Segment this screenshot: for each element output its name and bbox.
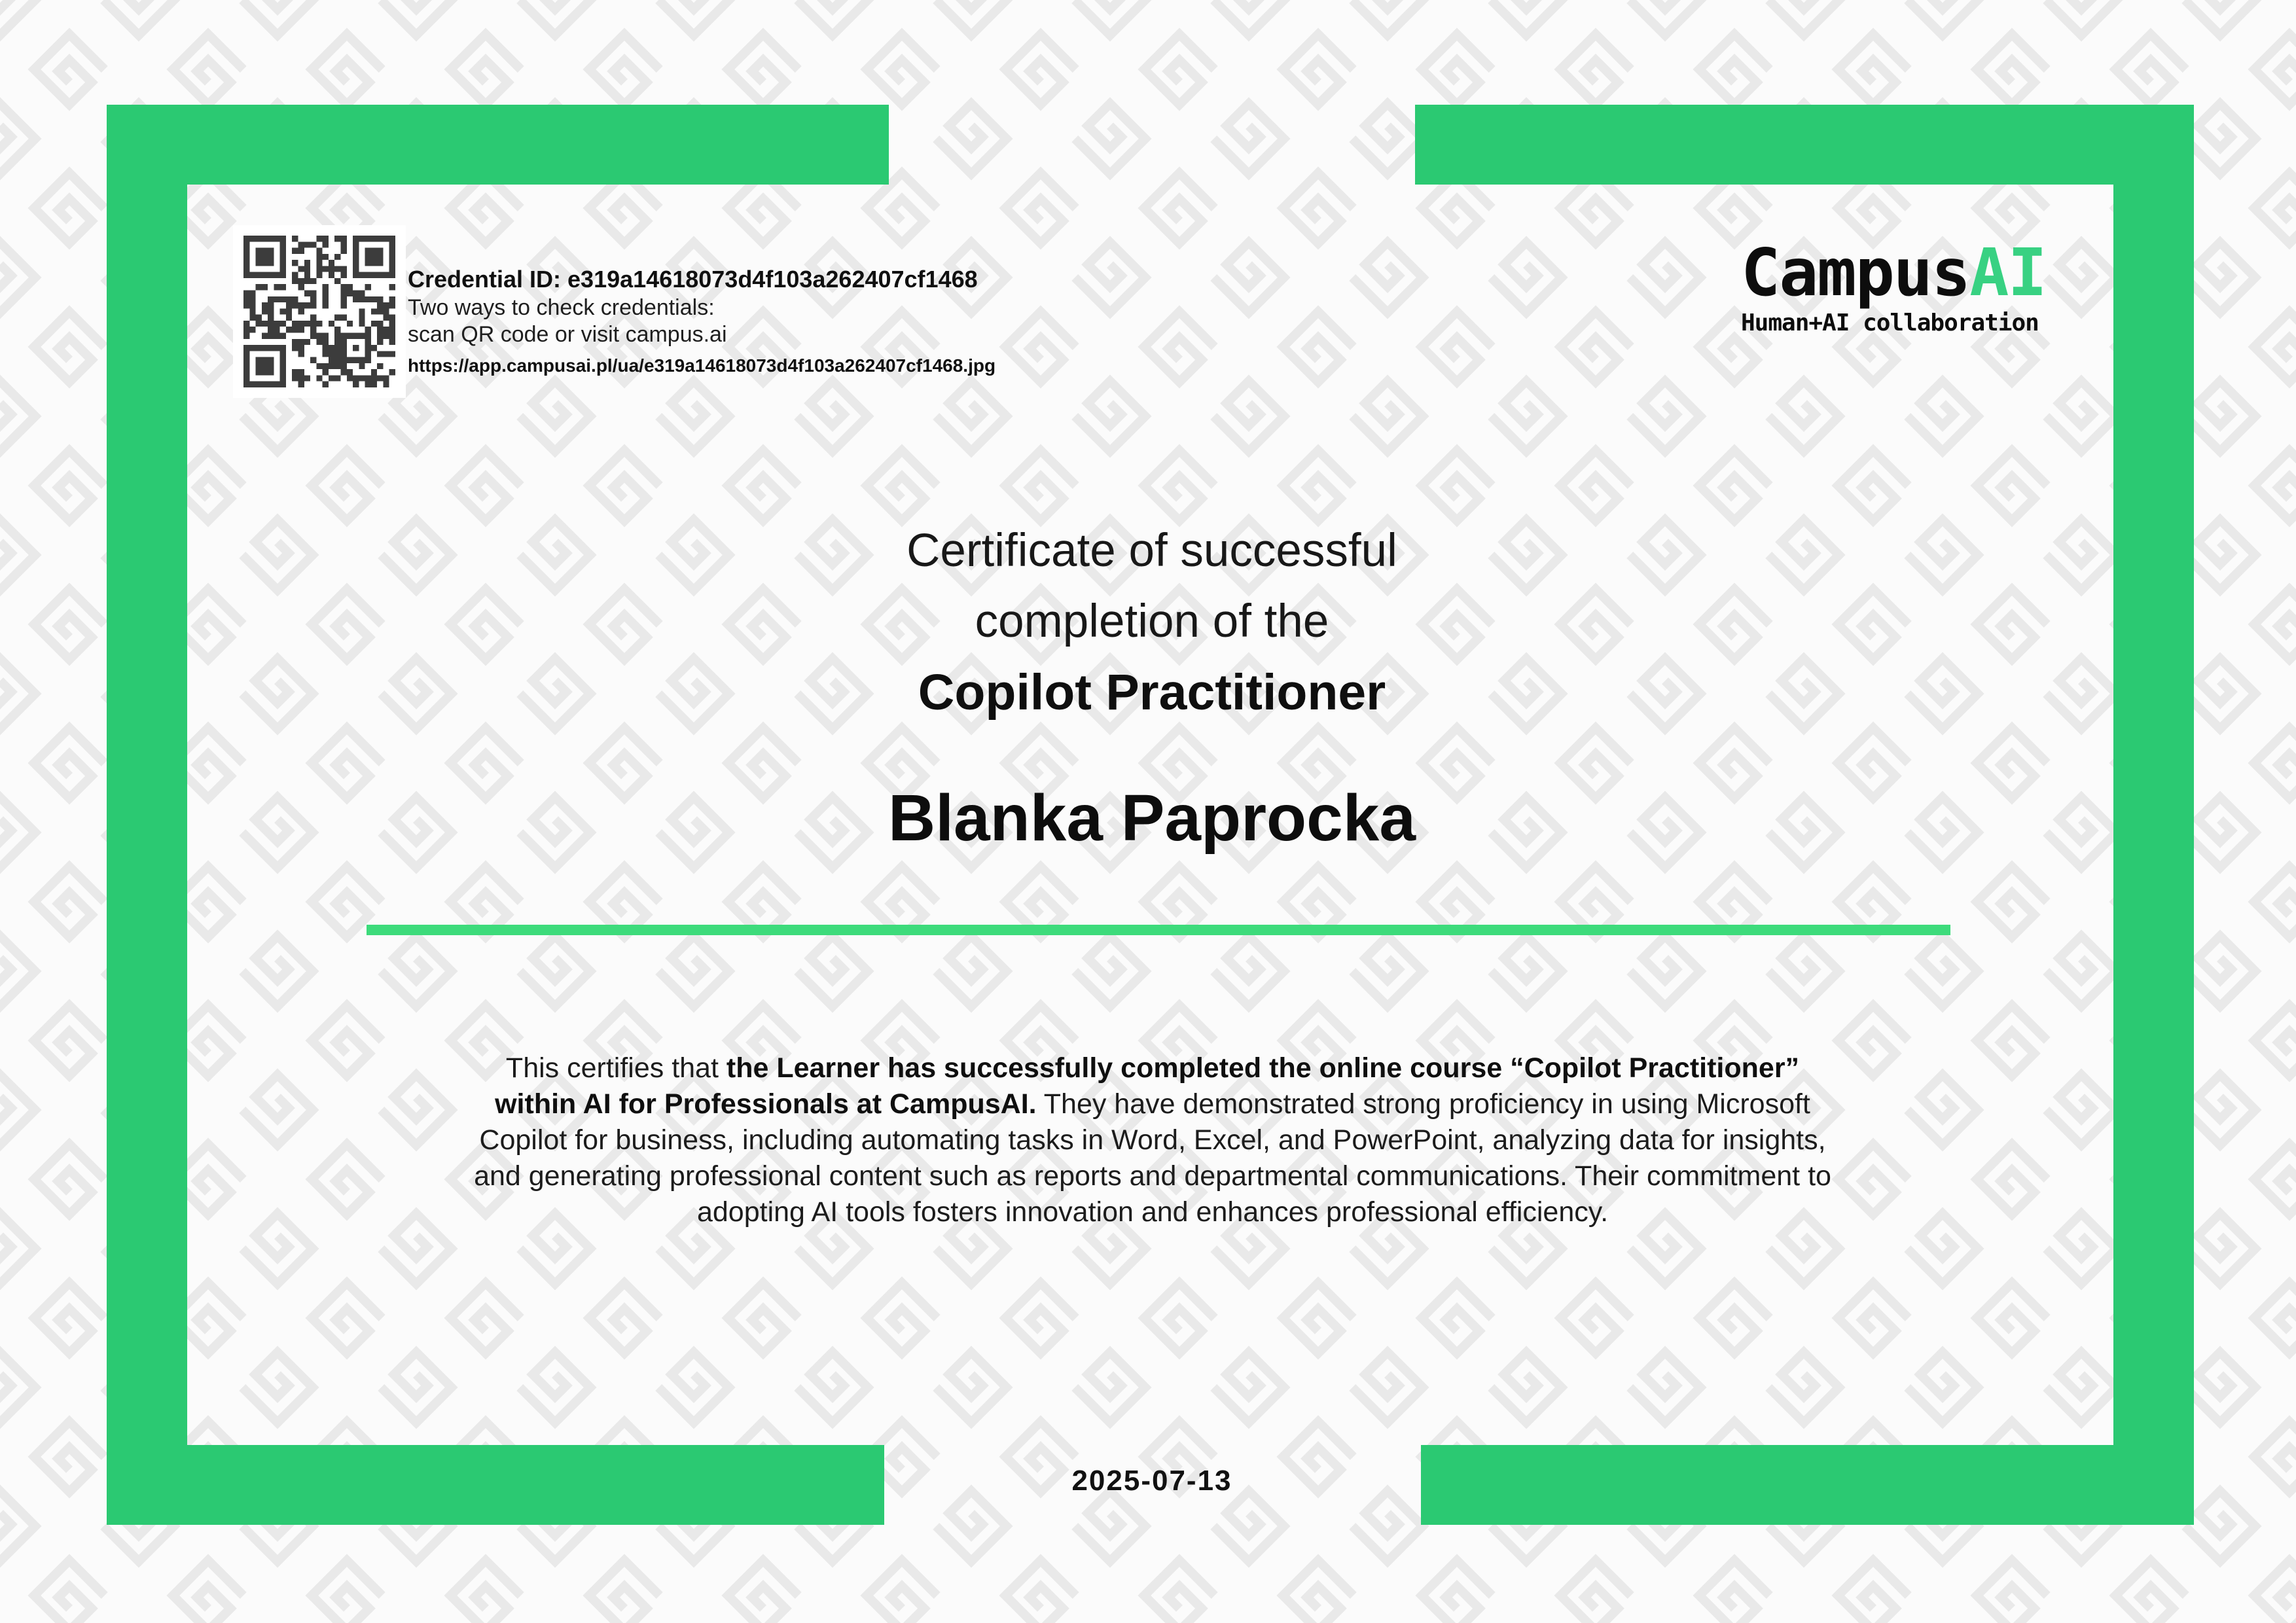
frame-top-right-horizontal-bar [1415,105,2194,185]
brand-block [1741,234,2046,338]
credential-block [408,264,996,378]
green-divider-line [367,925,1950,935]
certification-statement [469,1050,1837,1230]
credential-id-text: Credential ID: e319a14618073d4f103a262407cf1468 [408,266,978,293]
frame-right-vertical-bar [2113,105,2194,1525]
frame-left-vertical-bar [107,105,187,1525]
recipient-name: Blanka Paprocka [888,781,1416,855]
statement-prefix: This certifies that [505,1052,726,1084]
title-line-2: completion of the [975,596,1329,647]
brand-tagline: Human+AI collaboration [1741,310,2039,336]
logo-text-campus: Campus [1741,234,1970,311]
title-line-1: Certificate of successful [906,525,1397,577]
credential-check-line-1: Two ways to check credentials: [408,295,715,320]
credential-check-line-2: scan QR code or visit campus.ai [408,322,727,347]
qr-code-icon [243,236,395,387]
qr-code-panel [233,225,406,398]
statement-rest: They have demonstrated strong proficiency in using Microsoft Copilot for business, including automating tasks in Word, Excel, and PowerPoint, analyzing data for insights, and generating professional content such as reports and departmental communications. Their commitment to adopting AI tools fosters innovation and enhances professional efficiency. [474,1088,1831,1228]
frame-top-left-horizontal-bar [107,105,889,185]
statement-bold: the Learner has successfully completed the online course “Copilot Practitioner” within AI for Professionals at CampusAI. [495,1052,1800,1120]
issue-date: 2025-07-13 [1071,1465,1232,1497]
title-course-name: Copilot Practitioner [918,664,1386,721]
credential-url-link[interactable]: https://app.campusai.pl/ua/e319a14618073d4f103a262407cf1468.jpg [408,355,996,376]
logo-text-ai: AI [1969,234,2046,311]
campusai-logo [1741,234,2046,311]
certificate-title [183,516,2121,728]
